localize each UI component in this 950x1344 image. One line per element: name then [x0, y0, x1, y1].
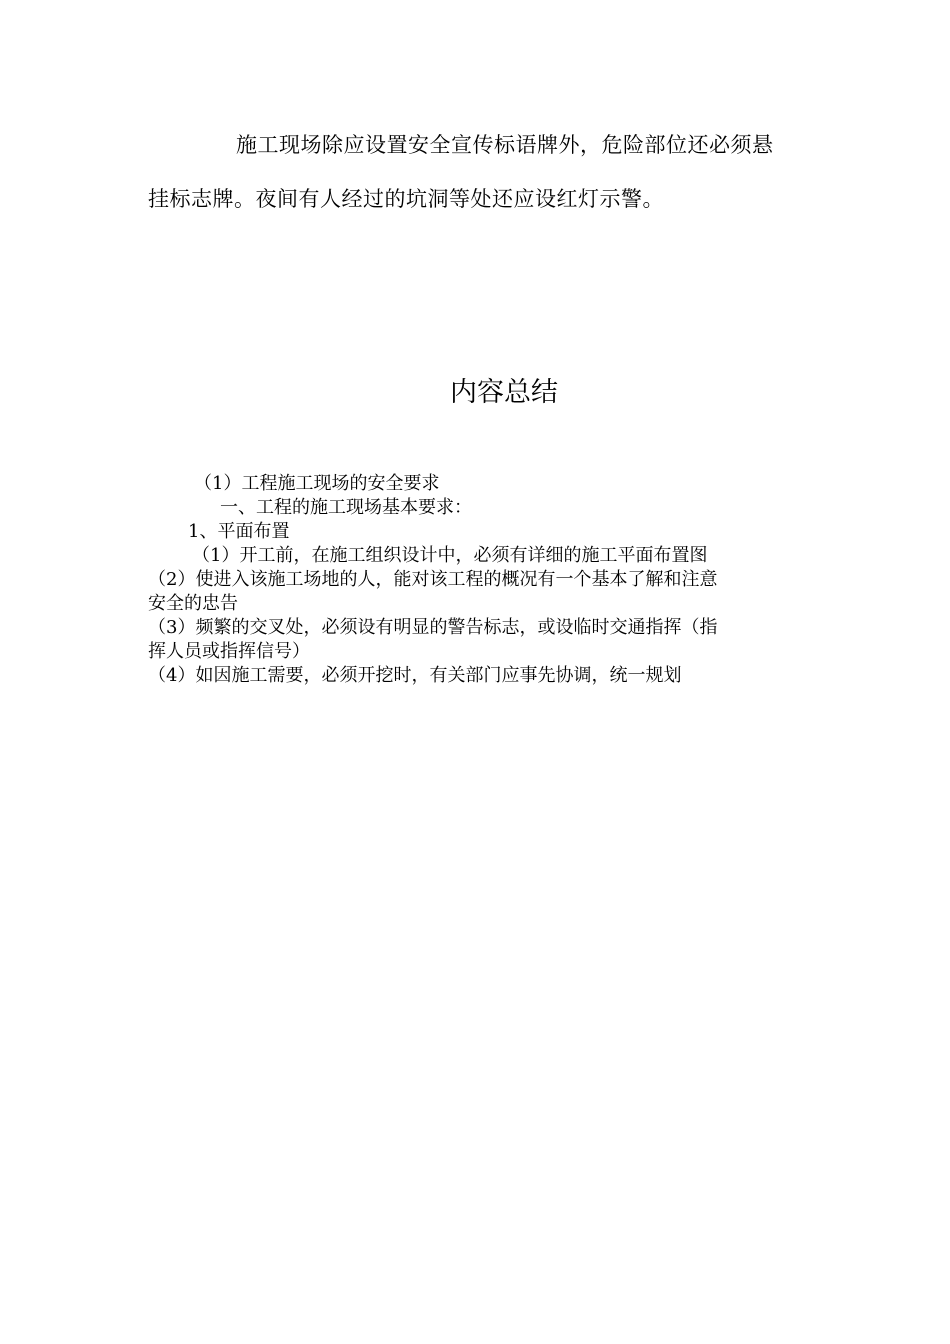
summary-line: （1）开工前，在施工组织设计中，必须有详细的施工平面布置图 [192, 545, 708, 566]
summary-line: 安全的忠告 [148, 593, 238, 614]
summary-body [148, 472, 808, 688]
summary-line: 1、平面布置 [188, 521, 290, 542]
summary-line: （2）使进入该施工场地的人，能对该工程的概况有一个基本了解和注意 [148, 569, 718, 590]
summary-line: （3）频繁的交叉处，必须设有明显的警告标志，或设临时交通指挥（指 [148, 617, 718, 638]
summary-line: 一、工程的施工现场基本要求： [220, 497, 472, 518]
intro-line-1: 施工现场除应设置安全宣传标语牌外，危险部位还必须悬 [236, 133, 774, 157]
intro-line-2: 挂标志牌。夜间有人经过的坑洞等处还应设红灯示警。 [148, 187, 664, 211]
summary-line: 挥人员或指挥信号） [148, 641, 310, 662]
intro-paragraph [148, 118, 808, 226]
summary-line: （4）如因施工需要，必须开挖时，有关部门应事先协调，统一规划 [148, 665, 682, 686]
summary-title: 内容总结 [450, 377, 558, 408]
summary-line: （1）工程施工现场的安全要求 [194, 473, 440, 494]
